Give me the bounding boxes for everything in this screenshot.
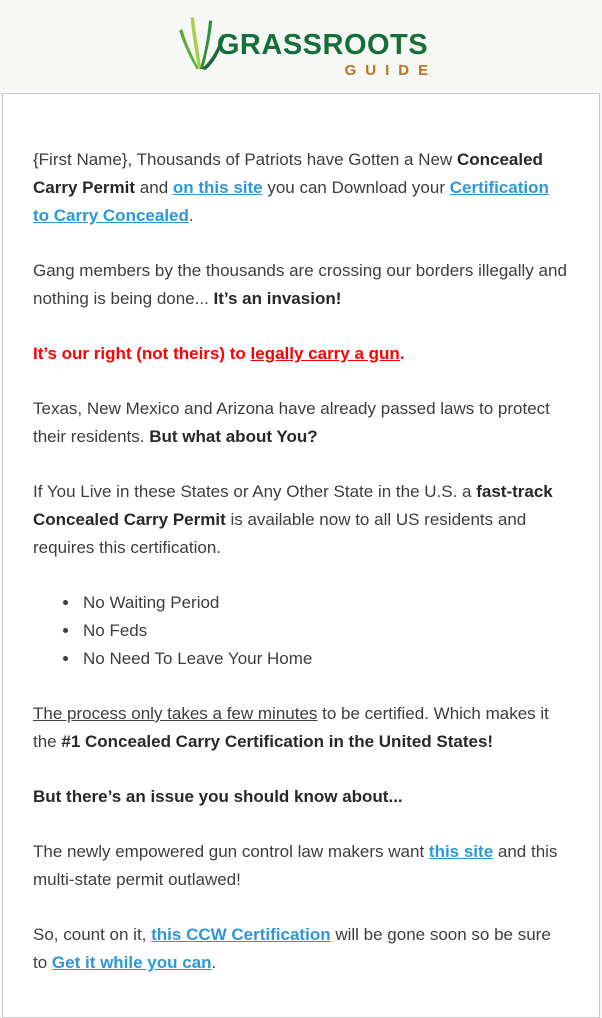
- logo-text: [216, 15, 438, 79]
- bold-but-what-about-you: But what about You?: [149, 427, 318, 446]
- paragraph-process: [33, 700, 569, 756]
- logo-subtitle: GUIDE: [344, 62, 438, 79]
- bold-issue-heading: But there’s an issue you should know about...: [33, 787, 403, 806]
- text-segment: and: [135, 178, 173, 197]
- link-certification-to-carry[interactable]: Certification to Carry Concealed: [33, 178, 549, 225]
- text-segment: Texas, New Mexico and Arizona have already passed laws to protect their residents.: [33, 399, 550, 446]
- line-our-right: [33, 340, 569, 368]
- paragraph-states: [33, 395, 569, 451]
- grassroots-logo: [174, 15, 438, 79]
- bold-number-one-certification: #1 Concealed Carry Certification in the United States!: [61, 732, 494, 751]
- text-segment: you can Download your: [262, 178, 450, 197]
- text-segment: and this multi-state permit outlawed!: [33, 842, 558, 889]
- text-segment: will be gone soon so be sure to: [33, 925, 551, 972]
- list-item-no-waiting-period: • No Waiting Period: [80, 589, 569, 617]
- text-segment: {First Name}, Thousands of Patriots have Gotten a New: [33, 150, 457, 169]
- link-on-this-site[interactable]: on this site: [172, 178, 263, 197]
- link-ccw-certification[interactable]: this CCW Certification: [151, 925, 331, 944]
- link-legally-carry-a-gun[interactable]: legally carry a gun: [250, 344, 400, 363]
- text-segment: .: [188, 206, 194, 225]
- red-text-segment: .: [399, 344, 405, 363]
- text-segment: Gang members by the thousands are crossing our borders illegally and nothing is being done...: [33, 261, 567, 308]
- text-segment: The newly empowered gun control law makers want: [33, 842, 429, 861]
- bold-fast-track-permit: fast-track Concealed Carry Permit: [33, 482, 553, 529]
- paragraph-cta: [33, 921, 569, 977]
- list-item-no-feds: • No Feds: [80, 617, 569, 645]
- text-segment: So, count on it,: [33, 925, 152, 944]
- paragraph-intro: [33, 146, 569, 230]
- link-get-it-while-you-can[interactable]: Get it while you can: [51, 953, 212, 972]
- red-text-segment: It’s our right (not theirs) to: [33, 344, 251, 363]
- paragraph-invasion: [33, 257, 569, 313]
- text-segment: .: [211, 953, 217, 972]
- email-header: [0, 0, 602, 93]
- text-segment: is available now to all US residents and requires this certification.: [33, 510, 527, 557]
- paragraph-fast-track: [33, 478, 569, 562]
- bold-concealed-carry-permit: Concealed Carry Permit: [33, 150, 543, 197]
- email-body-card: [2, 93, 600, 1018]
- link-this-site[interactable]: this site: [428, 842, 494, 861]
- logo-wordmark: GRASSROOTS: [216, 29, 429, 61]
- benefits-list: [33, 589, 569, 673]
- underlined-process-phrase: The process only takes a few minutes: [33, 704, 318, 723]
- list-item-no-need-to-leave: • No Need To Leave Your Home: [80, 645, 569, 673]
- text-segment: If You Live in these States or Any Other State in the U.S. a: [33, 482, 477, 501]
- paragraph-lawmakers: [33, 838, 569, 894]
- text-segment: to be certified. Which makes it the: [33, 704, 549, 751]
- bold-its-an-invasion: It’s an invasion!: [213, 289, 342, 308]
- paragraph-issue: [33, 783, 569, 811]
